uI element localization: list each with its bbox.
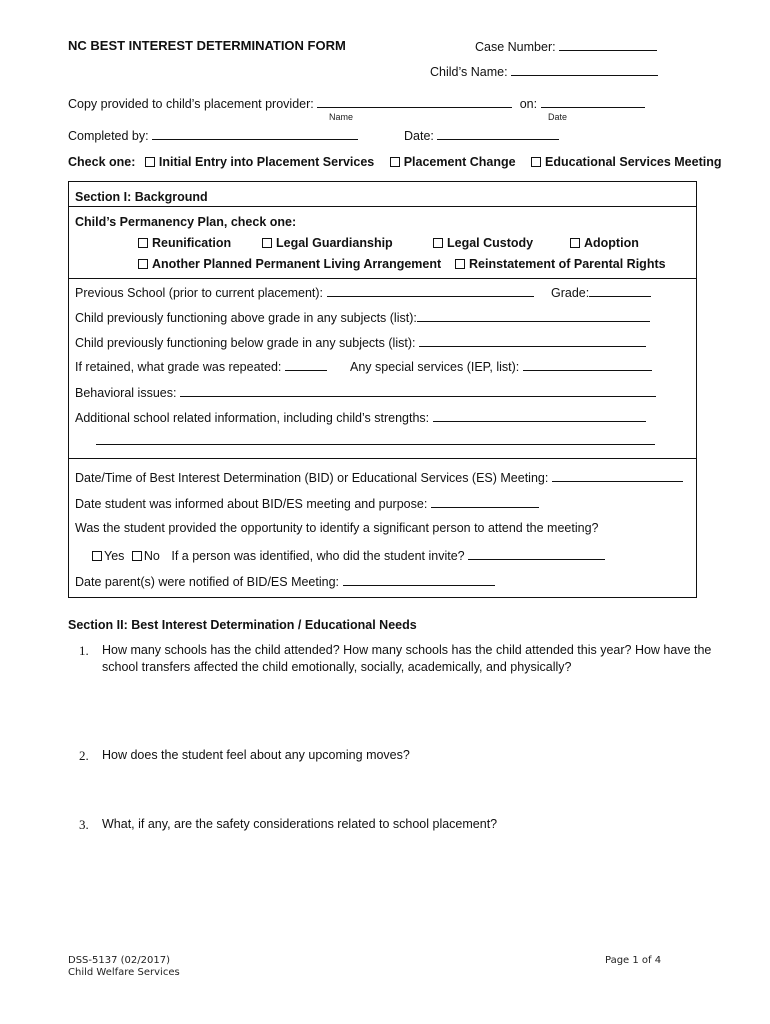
initial-entry-label: Initial Entry into Placement Services bbox=[158, 155, 375, 169]
behavioral-input[interactable] bbox=[180, 384, 656, 397]
informed-label: Date student was informed about BID/ES meeting and purpose: bbox=[75, 497, 428, 511]
previous-school-field bbox=[75, 284, 534, 300]
copy-provided-field bbox=[68, 95, 645, 111]
below-grade-field bbox=[75, 334, 646, 350]
permanency-plan-label: Child’s Permanency Plan, check one: bbox=[75, 215, 297, 229]
reinstatement-label: Reinstatement of Parental Rights bbox=[469, 257, 666, 271]
provider-name-input[interactable] bbox=[317, 95, 512, 108]
form-title: NC BEST INTEREST DETERMINATION FORM bbox=[68, 38, 346, 53]
meeting-datetime-label: Date/Time of Best Interest Determination (BID) or Educational Services (ES) Meeting: bbox=[75, 471, 549, 485]
reunification-checkbox[interactable] bbox=[138, 238, 148, 248]
retained-input[interactable] bbox=[285, 358, 327, 371]
question-1-number: 1. bbox=[79, 643, 89, 658]
check-one-row bbox=[68, 155, 722, 169]
placement-change-checkbox[interactable] bbox=[390, 157, 400, 167]
completed-by-field bbox=[68, 127, 358, 143]
adoption-checkbox[interactable] bbox=[570, 238, 580, 248]
placement-change-label: Placement Change bbox=[403, 155, 516, 169]
yes-label: Yes bbox=[104, 549, 125, 563]
previous-school-label: Previous School (prior to current placement): bbox=[75, 286, 324, 300]
section-1-divider-top bbox=[68, 206, 697, 207]
completed-date-input[interactable] bbox=[437, 127, 559, 140]
behavioral-field bbox=[75, 384, 656, 400]
additional-input-line-2[interactable] bbox=[96, 432, 655, 445]
legal-guardianship-label: Legal Guardianship bbox=[276, 236, 393, 250]
appla-checkbox[interactable] bbox=[138, 259, 148, 269]
date-label: Date: bbox=[404, 129, 434, 143]
provided-date-input[interactable] bbox=[541, 95, 645, 108]
legal-custody-checkbox[interactable] bbox=[433, 238, 443, 248]
grade-input[interactable] bbox=[589, 284, 651, 297]
additional-continuation bbox=[96, 432, 655, 448]
additional-field bbox=[75, 409, 646, 425]
section-2-heading: Section II: Best Interest Determination / Educational Needs bbox=[68, 618, 417, 632]
adoption-label: Adoption bbox=[584, 236, 639, 250]
page-number: Page 1 of 4 bbox=[605, 955, 662, 966]
special-services-input[interactable] bbox=[523, 358, 652, 371]
plan-adoption bbox=[570, 236, 639, 250]
question-1-line-1: How many schools has the child attended? How many schools has the child attended this year? How have the bbox=[102, 643, 712, 657]
meeting-datetime-input[interactable] bbox=[552, 469, 683, 482]
grade-field bbox=[551, 284, 651, 300]
educational-services-label: Educational Services Meeting bbox=[545, 155, 722, 169]
invite-label: If a person was identified, who did the student invite? bbox=[171, 549, 465, 563]
informed-field bbox=[75, 495, 539, 511]
section-1-divider-plan bbox=[68, 278, 697, 279]
question-2-number: 2. bbox=[79, 748, 89, 763]
above-grade-label: Child previously functioning above grade in any subjects (list): bbox=[75, 311, 417, 325]
name-caption: Name bbox=[329, 112, 354, 122]
question-1-line-2: school transfers affected the child emotionally, socially, academically, and physically? bbox=[102, 660, 572, 674]
opportunity-answer-row bbox=[92, 547, 605, 563]
retained-label: If retained, what grade was repeated: bbox=[75, 360, 282, 374]
completed-by-label: Completed by: bbox=[68, 129, 149, 143]
initial-entry-checkbox[interactable] bbox=[145, 157, 155, 167]
legal-guardianship-checkbox[interactable] bbox=[262, 238, 272, 248]
no-label: No bbox=[143, 549, 160, 563]
department: Child Welfare Services bbox=[68, 967, 180, 978]
additional-label: Additional school related information, including child’s strengths: bbox=[75, 411, 430, 425]
below-grade-label: Child previously functioning below grade in any subjects (list): bbox=[75, 336, 416, 350]
informed-input[interactable] bbox=[431, 495, 539, 508]
plan-appla bbox=[138, 257, 441, 271]
parents-notified-label: Date parent(s) were notified of BID/ES Meeting: bbox=[75, 575, 340, 589]
completed-date-field bbox=[404, 127, 559, 143]
case-number-field bbox=[475, 38, 657, 54]
case-number-label: Case Number: bbox=[475, 40, 556, 54]
above-grade-field bbox=[75, 309, 650, 325]
plan-legal-custody bbox=[433, 236, 533, 250]
plan-legal-guardianship bbox=[262, 236, 393, 250]
legal-custody-label: Legal Custody bbox=[447, 236, 534, 250]
completed-by-input[interactable] bbox=[152, 127, 358, 140]
parents-notified-field bbox=[75, 573, 495, 589]
date-caption: Date bbox=[548, 112, 568, 122]
parents-notified-input[interactable] bbox=[343, 573, 495, 586]
special-services-label: Any special services (IEP, list): bbox=[350, 360, 520, 374]
plan-reunification bbox=[138, 236, 231, 250]
additional-input[interactable] bbox=[433, 409, 646, 422]
meeting-datetime-field bbox=[75, 469, 683, 485]
behavioral-label: Behavioral issues: bbox=[75, 386, 177, 400]
plan-reinstatement bbox=[455, 257, 666, 271]
invite-input[interactable] bbox=[468, 547, 605, 560]
section-1-divider-meeting bbox=[68, 458, 697, 459]
retained-field bbox=[75, 358, 327, 374]
reinstatement-checkbox[interactable] bbox=[455, 259, 465, 269]
copy-provided-label: Copy provided to child’s placement provider: bbox=[68, 97, 314, 111]
childs-name-label: Child’s Name: bbox=[430, 65, 508, 79]
childs-name-input[interactable] bbox=[511, 63, 658, 76]
special-services-field bbox=[350, 358, 652, 374]
question-2-text: How does the student feel about any upcoming moves? bbox=[102, 748, 410, 762]
check-one-label: Check one: bbox=[68, 155, 136, 169]
opportunity-question: Was the student provided the opportunity to identify a significant person to attend the meeting? bbox=[75, 521, 599, 535]
section-1-heading: Section I: Background bbox=[75, 190, 208, 204]
above-grade-input[interactable] bbox=[417, 309, 650, 322]
appla-label: Another Planned Permanent Living Arrangement bbox=[152, 257, 442, 271]
case-number-input[interactable] bbox=[559, 38, 657, 51]
grade-label: Grade: bbox=[551, 286, 590, 300]
below-grade-input[interactable] bbox=[419, 334, 646, 347]
previous-school-input[interactable] bbox=[327, 284, 534, 297]
question-3-text: What, if any, are the safety considerations related to school placement? bbox=[102, 817, 498, 831]
form-number: DSS-5137 (02/2017) bbox=[68, 955, 170, 966]
no-checkbox[interactable] bbox=[132, 551, 142, 561]
childs-name-field bbox=[430, 63, 658, 79]
reunification-label: Reunification bbox=[152, 236, 232, 250]
educational-services-checkbox[interactable] bbox=[531, 157, 541, 167]
question-3-number: 3. bbox=[79, 817, 89, 832]
yes-checkbox[interactable] bbox=[92, 551, 102, 561]
on-label: on: bbox=[519, 97, 538, 111]
